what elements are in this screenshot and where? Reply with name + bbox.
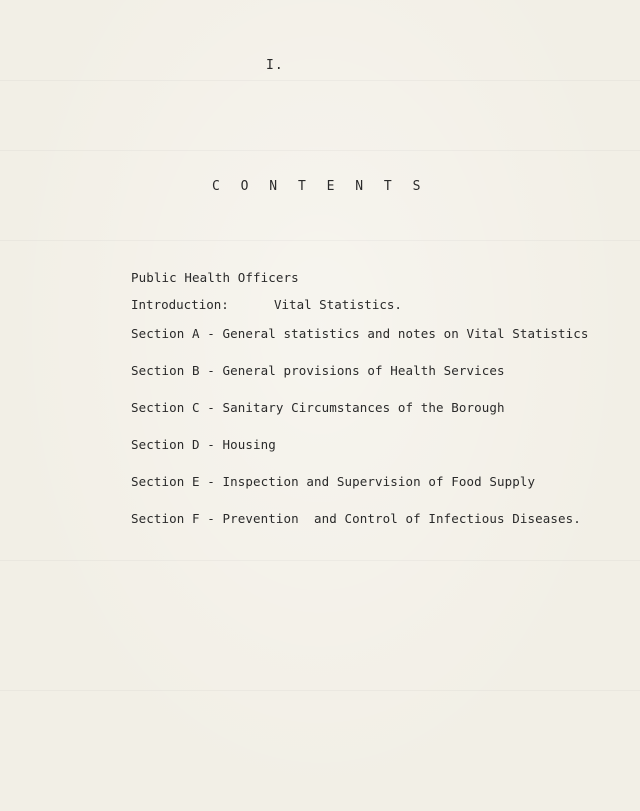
contents-heading: C O N T E N T S [212,179,427,194]
toc-entry-section-d: Section D - Housing [131,437,276,452]
toc-entry-introduction-label: Introduction: [131,297,229,312]
toc-entry-section-f: Section F - Prevention and Control of Infectious Diseases. [131,511,581,526]
bleed-through-line [0,240,640,241]
bleed-through-line [0,690,640,691]
bleed-through-line [0,80,640,81]
page-number: I. [266,58,284,73]
bleed-through-line [0,560,640,561]
toc-entry-section-c: Section C - Sanitary Circumstances of the Borough [131,400,505,415]
toc-entry-introduction-value: Vital Statistics. [274,297,402,312]
bleed-through-line [0,150,640,151]
toc-entry-section-b: Section B - General provisions of Health Services [131,363,505,378]
toc-entry-section-a: Section A - General statistics and notes on Vital Statistics [131,326,589,341]
toc-entry-section-e: Section E - Inspection and Supervision of Food Supply [131,474,536,489]
toc-entry-public-health-officers: Public Health Officers [131,270,299,285]
